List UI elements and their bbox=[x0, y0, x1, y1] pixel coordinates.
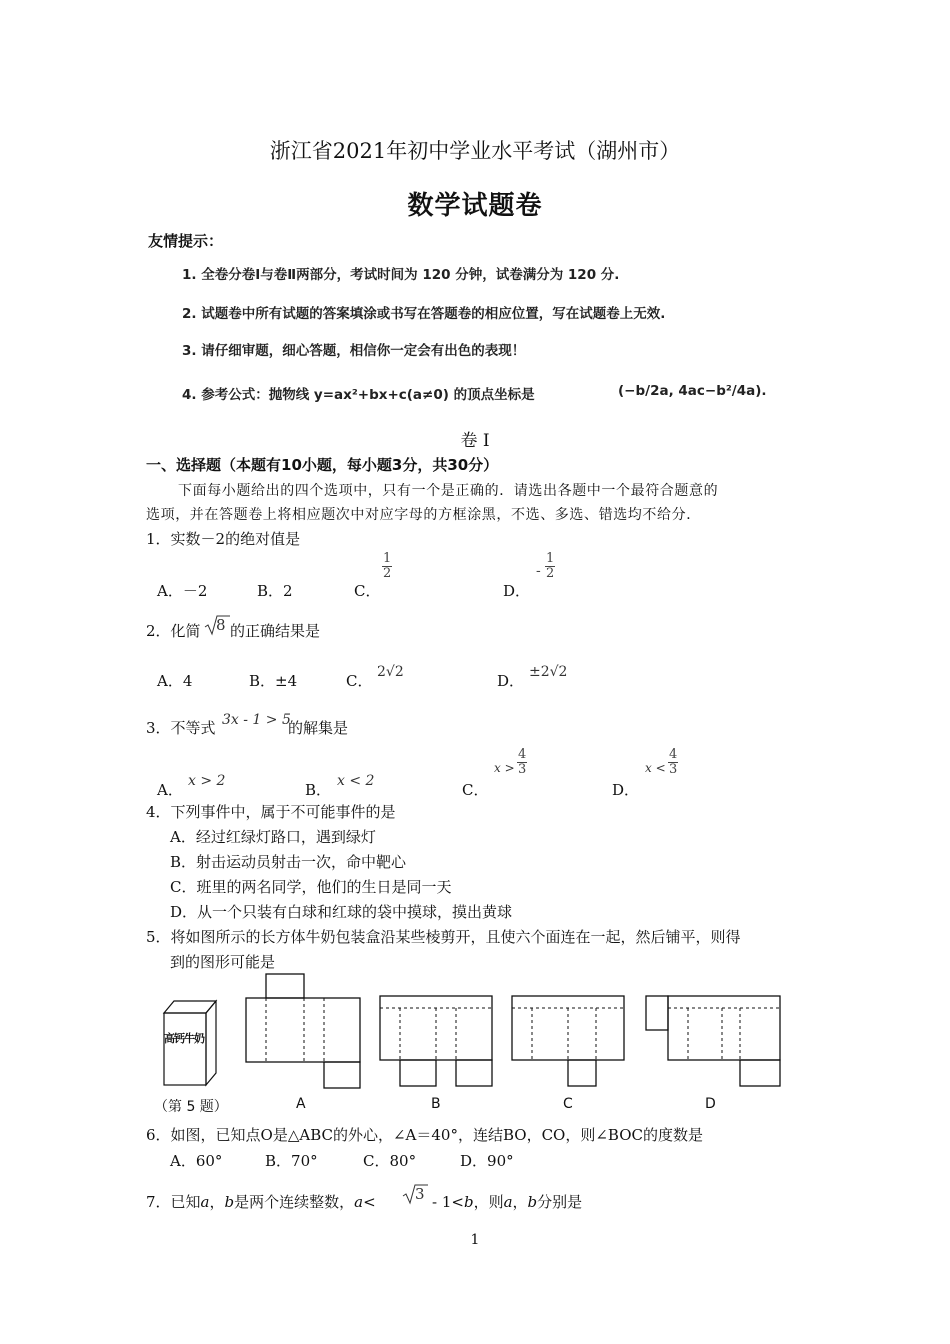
net-b-label: B bbox=[431, 1096, 441, 1112]
q7-stem-tail: 分别是 bbox=[537, 1193, 583, 1211]
q3-option-d: D． bbox=[612, 781, 640, 799]
q1-option-b: B．2 bbox=[257, 582, 293, 600]
section-instructions-2: 选项，并在答题卷上将相应题次中对应字母的方框涂黑，不选、多选、错选均不给分． bbox=[146, 507, 701, 523]
q3-d-denominator: 3 bbox=[669, 762, 678, 777]
q7-lt: < bbox=[363, 1193, 376, 1211]
tip-2: 2. 试题卷中所有试题的答案填涂或书写在答题卷的相应位置，写在试题卷上无效. bbox=[182, 306, 666, 322]
q7-stem-rest bbox=[432, 1191, 582, 1212]
q1-d-numerator: 1 bbox=[546, 551, 555, 566]
q3-option-b-math: x < 2 bbox=[337, 773, 375, 789]
q1-stem: 1．实数－2的绝对值是 bbox=[146, 530, 301, 548]
q7-var-b: b bbox=[224, 1193, 235, 1211]
q5-figure-caption: （第 5 题） bbox=[154, 1099, 228, 1115]
q2-option-a: A．4 bbox=[157, 672, 193, 690]
q3-option-a-math: x > 2 bbox=[188, 773, 226, 789]
q6-option-b: B．70° bbox=[265, 1152, 318, 1170]
section-heading: 一、选择题（本题有10小题，每小题3分，共30分） bbox=[146, 456, 499, 474]
q3-option-d-fraction bbox=[668, 748, 678, 777]
q7-var-a-2: a bbox=[354, 1193, 364, 1211]
q2-option-b: B．±4 bbox=[249, 672, 298, 690]
q2-option-d-math: ±2√2 bbox=[529, 664, 568, 680]
q7-sep: ， bbox=[209, 1193, 225, 1211]
q7-var-b-3: b bbox=[527, 1193, 538, 1211]
q2-option-c-math: 2√2 bbox=[377, 664, 404, 680]
tip-3: 3. 请仔细审题，细心答题，相信你一定会有出色的表现！ bbox=[182, 343, 526, 359]
section-instructions-1: 下面每小题给出的四个选项中，只有一个是正确的．请选出各题中一个最符合题意的 bbox=[178, 483, 719, 499]
q7-var-b-2: b bbox=[463, 1193, 474, 1211]
q3-inequality: 3x - 1 > 5 bbox=[222, 712, 291, 728]
q1-option-a: A．－2 bbox=[157, 582, 208, 600]
tip-4: 4. 参考公式：抛物线 y=ax²+bx+c(a≠0) 的顶点坐标是 bbox=[182, 387, 535, 403]
q7-minus: - 1< bbox=[432, 1193, 464, 1211]
q3-option-b: B． bbox=[305, 781, 332, 799]
q1-d-sign: - bbox=[536, 563, 541, 579]
q7-var-a-3: a bbox=[503, 1193, 513, 1211]
net-c-label: C bbox=[563, 1096, 573, 1112]
q7-stem-pre: 7．已知 bbox=[146, 1193, 201, 1211]
q5-stem-line2: 到的图形可能是 bbox=[170, 953, 276, 971]
q4-option-c: C．班里的两名同学，他们的生日是同一天 bbox=[170, 878, 452, 896]
q7-stem-mid: 是两个连续整数， bbox=[234, 1193, 355, 1211]
q7-radicand: 3 bbox=[415, 1185, 425, 1203]
q1-option-c-fraction bbox=[382, 552, 392, 581]
volume-label: 卷 Ⅰ bbox=[460, 431, 490, 451]
q1-c-numerator: 1 bbox=[383, 551, 392, 566]
q2-option-c: C． bbox=[346, 672, 373, 690]
exam-title: 浙江省2021年初中学业水平考试（湖州市） bbox=[269, 139, 681, 163]
q3-option-d-math: x < bbox=[645, 761, 666, 775]
q3-option-c: C． bbox=[462, 781, 489, 799]
net-a-figure bbox=[244, 972, 364, 1092]
q4-option-a: A．经过红绿灯路口，遇到绿灯 bbox=[170, 828, 376, 846]
q3-c-denominator: 3 bbox=[518, 762, 527, 777]
q6-option-d: D．90° bbox=[460, 1152, 514, 1170]
q2-radicand: 8 bbox=[216, 616, 226, 634]
tip-1: 1. 全卷分卷Ⅰ与卷Ⅱ两部分，考试时间为 120 分钟，试卷满分为 120 分. bbox=[182, 267, 620, 283]
q5-stem-line1: 5．将如图所示的长方体牛奶包装盒沿某些棱剪开，且使六个面连在一起，然后铺平，则得 bbox=[146, 928, 741, 946]
q6-stem: 6．如图，已知点O是△ABC的外心，∠A＝40°，连结BO，CO，则∠BOC的度数是 bbox=[146, 1126, 703, 1144]
net-d-label: D bbox=[705, 1096, 716, 1112]
q3-stem-post: 的解集是 bbox=[288, 719, 349, 737]
q3-option-c-fraction bbox=[517, 748, 527, 777]
net-c-figure bbox=[510, 994, 628, 1092]
exam-subtitle: 数学试题卷 bbox=[407, 191, 543, 221]
q1-option-d-fraction bbox=[545, 552, 555, 581]
net-a-label: A bbox=[296, 1096, 306, 1112]
q7-stem-end: ，则 bbox=[473, 1193, 504, 1211]
milk-box-label: 高钙牛奶 bbox=[164, 1032, 204, 1045]
q3-option-a: A． bbox=[157, 781, 183, 799]
q1-option-d: D． bbox=[503, 582, 531, 600]
q2-stem-post: 的正确结果是 bbox=[230, 622, 321, 640]
q3-stem-pre: 3．不等式 bbox=[146, 719, 216, 737]
q3-d-numerator: 4 bbox=[669, 747, 678, 762]
page-number: 1 bbox=[470, 1232, 480, 1248]
q1-option-c: C． bbox=[354, 582, 381, 600]
q6-option-c: C．80° bbox=[363, 1152, 417, 1170]
q4-option-b: B．射击运动员射击一次，命中靶心 bbox=[170, 853, 407, 871]
q4-option-d: D．从一个只装有白球和红球的袋中摸球，摸出黄球 bbox=[170, 903, 513, 921]
q7-var-a: a bbox=[200, 1193, 210, 1211]
q3-c-numerator: 4 bbox=[518, 747, 527, 762]
net-d-figure bbox=[644, 994, 784, 1092]
q6-option-a: A．60° bbox=[170, 1152, 223, 1170]
net-b-figure bbox=[378, 994, 496, 1092]
tip-4-formula: (−b/2a, 4ac−b²/4a). bbox=[618, 383, 767, 399]
tips-heading: 友情提示： bbox=[148, 232, 224, 250]
q2-stem-pre: 2．化简 bbox=[146, 622, 201, 640]
q3-option-c-math: x > bbox=[494, 761, 515, 775]
q7-sep-2: ， bbox=[512, 1193, 528, 1211]
q2-option-d: D． bbox=[497, 672, 525, 690]
q1-c-denominator: 2 bbox=[383, 566, 392, 581]
q4-stem: 4．下列事件中，属于不可能事件的是 bbox=[146, 803, 396, 821]
q1-d-denominator: 2 bbox=[546, 566, 555, 581]
q7-stem bbox=[146, 1191, 376, 1212]
